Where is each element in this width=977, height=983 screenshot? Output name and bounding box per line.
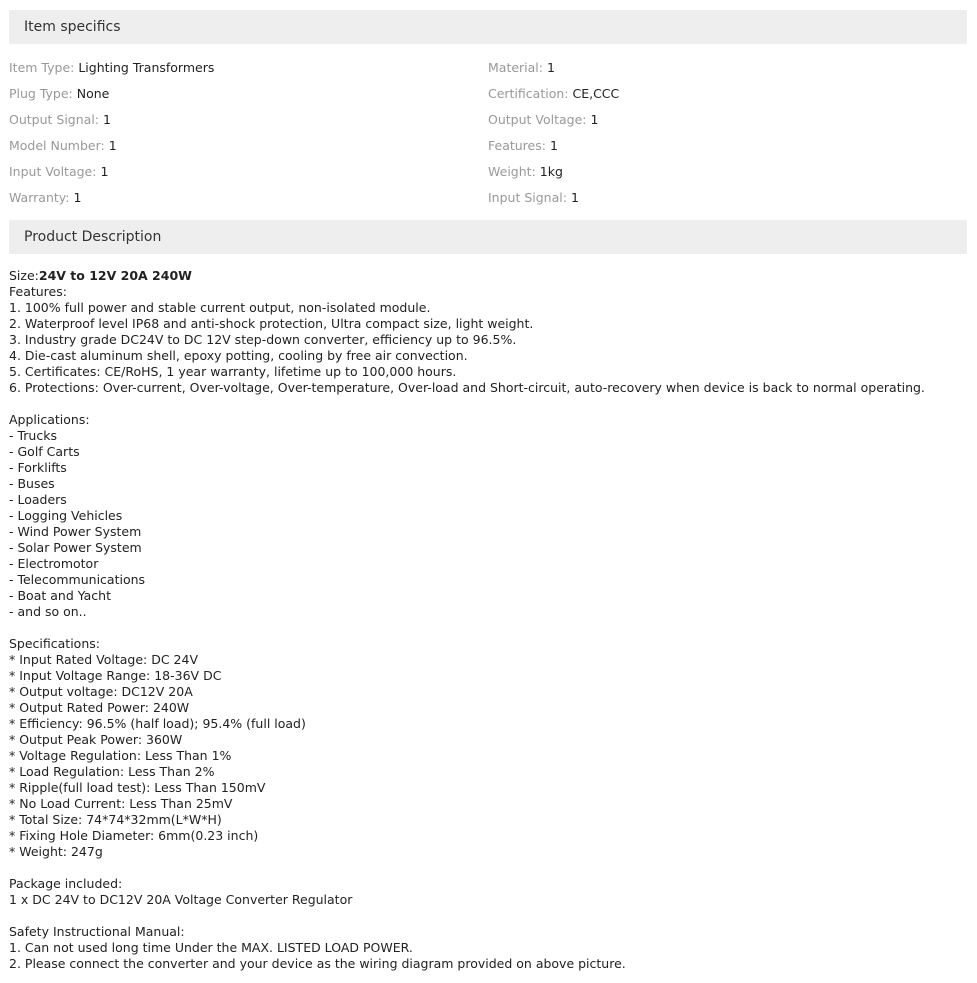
application-item: - Buses: [9, 476, 55, 491]
application-item: - Boat and Yacht: [9, 588, 112, 603]
specification-item: * Load Regulation: Less Than 2%: [9, 764, 215, 779]
spec-key: Item Type:: [9, 60, 75, 75]
feature-item: 6. Protections: Over-current, Over-voltage, Over-temperature, Over-load and Short-circuit, auto-recovery when device is back to normal operating.: [9, 380, 925, 395]
size-value: 24V to 12V 20A 240W: [38, 268, 192, 283]
feature-item: 3. Industry grade DC24V to DC 12V step-down converter, efficiency up to 96.5%.: [9, 332, 517, 347]
spec-key: Warranty:: [9, 190, 70, 205]
spec-key: Output Voltage:: [488, 112, 587, 127]
size-label: Size:: [9, 268, 39, 283]
spec-value: None: [76, 86, 110, 101]
spec-key: Certification:: [488, 86, 569, 101]
spec-value: CE,CCC: [572, 86, 620, 101]
specification-item: * Input Rated Voltage: DC 24V: [9, 652, 198, 667]
application-item: - Wind Power System: [9, 524, 142, 539]
spec-value: 1: [590, 112, 599, 127]
feature-item: 4. Die-cast aluminum shell, epoxy potting, cooling by free air convection.: [9, 348, 468, 363]
spec-value: 1: [546, 60, 555, 75]
safety-heading: Safety Instructional Manual:: [9, 924, 185, 939]
specification-item: * Input Voltage Range: 18-36V DC: [9, 668, 222, 683]
safety-item: 2. Please connect the converter and your device as the wiring diagram provided on above picture.: [9, 956, 626, 971]
spacer: [9, 860, 967, 876]
spec-row: [9, 185, 469, 211]
application-item: - Trucks: [9, 428, 57, 443]
spec-key: Model Number:: [9, 138, 105, 153]
safety-item: 1. Can not used long time Under the MAX. LISTED LOAD POWER.: [9, 940, 413, 955]
spec-row: [488, 133, 958, 159]
spec-row: [9, 159, 469, 185]
spec-key: Input Signal:: [488, 190, 567, 205]
spec-key: Output Signal:: [9, 112, 100, 127]
spacer: [9, 620, 967, 636]
spec-value: 1: [549, 138, 558, 153]
features-heading: Features:: [9, 284, 67, 299]
specification-item: * Output voltage: DC12V 20A: [9, 684, 193, 699]
application-item: - Forklifts: [9, 460, 67, 475]
spacer: [9, 396, 967, 412]
product-description-header: [9, 220, 967, 254]
size-line: [9, 268, 967, 284]
spec-value: Lighting Transformers: [78, 60, 215, 75]
application-item: - Solar Power System: [9, 540, 142, 555]
spec-value: 1: [73, 190, 82, 205]
application-item: - Logging Vehicles: [9, 508, 123, 523]
specification-item: * Fixing Hole Diameter: 6mm(0.23 inch): [9, 828, 259, 843]
package-item: 1 x DC 24V to DC12V 20A Voltage Converter Regulator: [9, 892, 353, 907]
spec-key: Plug Type:: [9, 86, 73, 101]
spec-row: [488, 55, 958, 81]
application-item: - Golf Carts: [9, 444, 80, 459]
application-item: - Telecommunications: [9, 572, 146, 587]
spec-key: Weight:: [488, 164, 536, 179]
spec-value: 1kg: [539, 164, 563, 179]
specification-item: * Ripple(full load test): Less Than 150mV: [9, 780, 266, 795]
item-specifics-right-column: [488, 55, 958, 211]
product-description-body: [9, 268, 967, 972]
spec-row: [488, 81, 958, 107]
spec-value: 1: [570, 190, 579, 205]
spec-row: [488, 159, 958, 185]
applications-heading: Applications:: [9, 412, 90, 427]
specification-item: * Output Rated Power: 240W: [9, 700, 190, 715]
spec-value: 1: [103, 112, 111, 127]
product-description-title: Product Description: [24, 229, 162, 245]
spec-row: [488, 185, 958, 211]
item-specifics-header: [9, 10, 967, 44]
package-heading: Package included:: [9, 876, 123, 891]
feature-item: 2. Waterproof level IP68 and anti-shock protection, Ultra compact size, light weight.: [9, 316, 534, 331]
spec-row: [9, 55, 469, 81]
spec-row: [9, 107, 469, 133]
spec-value: 1: [100, 164, 109, 179]
specification-item: * Efficiency: 96.5% (half load); 95.4% (full load): [9, 716, 306, 731]
feature-item: 5. Certificates: CE/RoHS, 1 year warranty, lifetime up to 100,000 hours.: [9, 364, 457, 379]
specification-item: * Voltage Regulation: Less Than 1%: [9, 748, 232, 763]
specification-item: * Output Peak Power: 360W: [9, 732, 183, 747]
spec-key: Features:: [488, 138, 546, 153]
spec-key: Material:: [488, 60, 543, 75]
item-specifics-title: Item specifics: [24, 19, 121, 35]
specification-item: * Total Size: 74*74*32mm(L*W*H): [9, 812, 222, 827]
spacer: [9, 908, 967, 924]
spec-row: [488, 107, 958, 133]
specifications-heading: Specifications:: [9, 636, 100, 651]
specification-item: * No Load Current: Less Than 25mV: [9, 796, 233, 811]
spec-row: [9, 133, 469, 159]
feature-item: 1. 100% full power and stable current output, non-isolated module.: [9, 300, 431, 315]
specification-item: * Weight: 247g: [9, 844, 103, 859]
item-specifics-left-column: [9, 55, 469, 211]
application-item: - Electromotor: [9, 556, 99, 571]
application-item: - and so on..: [9, 604, 87, 619]
application-item: - Loaders: [9, 492, 67, 507]
spec-value: 1: [108, 138, 117, 153]
spec-row: [9, 81, 469, 107]
spec-key: Input Voltage:: [9, 164, 97, 179]
